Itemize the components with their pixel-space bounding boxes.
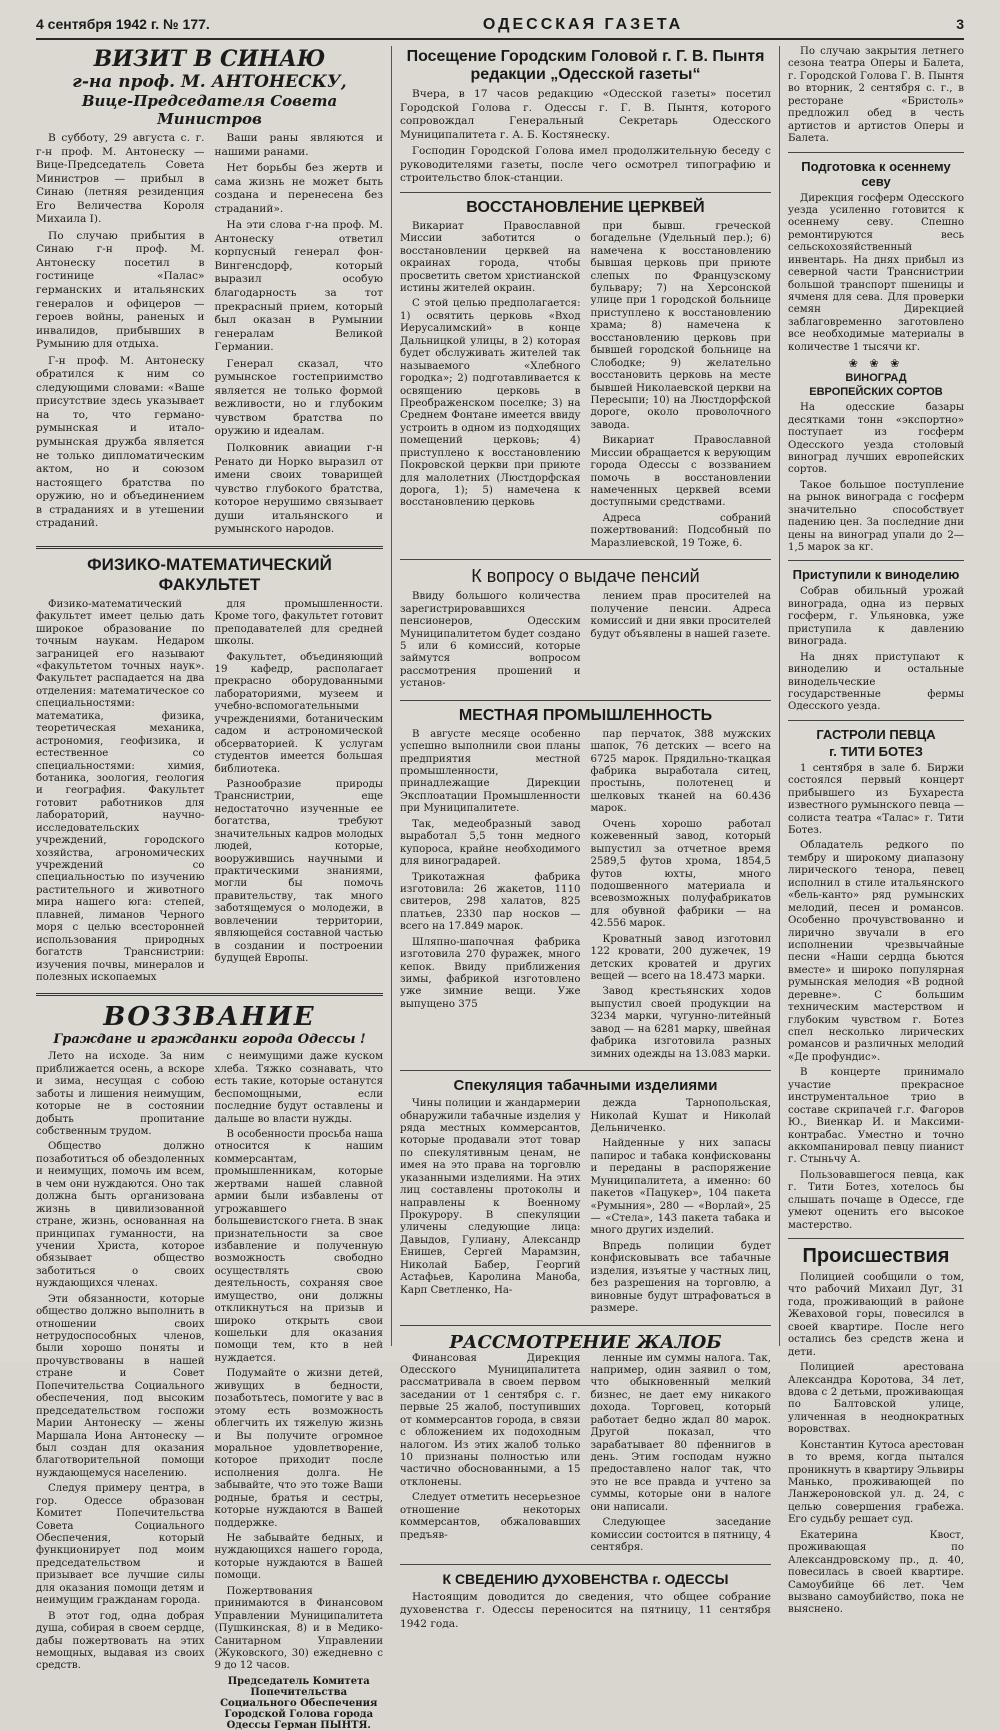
singer-text [788,763,964,1232]
paragraph: Обладатель редкого по тембру и широкому диапазону лирического тенора, певец исполнил в стиле итальянского «бель-канто» ряд румынских мелодий, песен и романсов. Особенно прочувствованно и лирично звучали в его исполнении чрезвычайные песни «Наши сердца бьются вместе» и широко популярная румынская мелодия «В родной деревне». С большим техническим мастерством и глубоким чувством г. Ботез спел несколько лирических романсов и различных мелодий «Де профундис». [788,840,964,1063]
paragraph: В особенности просьба наша относится к нашим коммерсантам, промышленникам, которые жертвами нашей славной армии были избавлены от угрожавшего большевистского гнета. В знак признательности за свое избавление и полученную возможность свободно осуществлять свою деятельность, сохраняя свое имущество, они должны откликнуться на призыв и широко открыть свои кошельки для оказания помощи тем, кто в ней нуждается. [214,1129,383,1364]
divider [788,152,964,153]
grapes-title-1: ВИНОГРАД [845,372,907,385]
paragraph: На эти слова г-на проф. М. Антонеску ответил корпусный генерал фон-Вингенсдорф, который выразил особую благодарность за тот прекрасный прием, который был оказан в Румынии генералам Великой Германии. [214,219,383,354]
paragraph: Трикотажная фабрика изготовила: 26 жакетов, 1110 свитеров, 298 халатов, 825 платьев, 2330 пар носков — всего на 17.849 марок. [400,871,581,933]
grapes-text-1: На одесские базары десятками тонн «экспортно» поступает из госферм Одесского уезда столовый виноград лучших европейских сортов. [788,402,964,476]
paper-name: ОДЕССКАЯ ГАЗЕТА [482,16,684,33]
paragraph: Ваши раны являются и нашими ранами. [214,132,383,158]
winemaking-text-2: На днях приступают к виноделию и остальные винодельческие государственные фермы Одесского уезда. [788,651,964,713]
paragraph: Завод крестьянских ходов выпустил своей продукции на 3234 марки, чугунно-литейный завод — на 6281 марку, швейная фабрика изготовила разных зимних одежды на 13.083 марки. [590,986,771,1060]
industry-title: МЕСТНАЯ ПРОМЫШЛЕННОСТЬ [458,706,713,724]
paragraph: при бывш. греческой богадельне (Удельный пер.); 6) намечена к восстановлению бывшая церковь при приюте слепых по Французскому бульвару; 7) на Херсонской улице при 1 городской больнице приступлено к восстановлению храма; 8) намечена к восстановлению церковь при бывшей городской больнице на Слободке; 9) желательно восстановить церковь на месте бывшей Николаевской церкви на Пересыпи; 10) на Люстдорфской дороге, около проволочного завода. [590,220,771,431]
divider [788,560,964,561]
winemaking-title: Приступили к виноделию [792,567,960,583]
complaints-left-text [400,1353,581,1558]
tobacco-right-text [591,1098,772,1318]
divider [36,546,383,549]
appeal-signature-1: Председатель Комитета Попечительства Социального Обеспечения [220,1675,378,1709]
visit-title-2: г-на проф. М. АНТОНЕСКУ, [72,72,347,92]
paragraph: Следующее заседание комиссии состоится в пятницу, 4 сентября. [590,1517,771,1554]
paragraph: Впредь полиции будет конфисковывать все табачные изделия, изъятые у частных лиц, без разрешения на торговлю, а виновные будут штрафоваться в размере. [590,1240,771,1315]
editorial-visit-text [400,88,771,186]
paragraph: Адреса собраний пожертвований: Подсобный по Маразлиевской, 19 Тоже, 6. [590,512,771,549]
paragraph: Следуя примеру центра, в гор. Одессе образован Комитет Попечительства Совета Социального Обеспечения, который функционирует под моим председательством и призывает все лучшие силы для оказания помощи детям и неимущим гражданам города. [36,1483,205,1607]
incidents-title: Происшествия [802,1245,950,1267]
paragraph: В августе месяце особенно успешно выполнили свои планы предприятия местной промышленности, принадлежащие Дирекции Эксплоатации Промышленности при Муниципалитете. [400,728,581,815]
sowing-title: Подготовка к осеннему севу [801,158,951,189]
faculty-article [36,555,383,988]
paragraph: Генерал сказал, что румынское гостеприимство является не только формой вежливости, но и глубоким чувством братства по оружию и идеалам. [214,357,383,438]
paragraph: Так, медеобразный завод выработал 5,5 тонн медного купороса, крайне необходимого для виноградарей. [400,818,581,868]
incidents-text [788,1272,964,1617]
complaints-article [400,1332,771,1558]
editorial-visit-article [400,48,771,186]
masthead [36,16,964,40]
divider [36,993,383,996]
divider [788,720,964,721]
paragraph: Лето на исходе. За ним приближается осень, а вскоре и зима, несущая с собою заботы и лишения неимущим, которые не в состоянии добыть пропитание собственным трудом. [36,1051,205,1138]
paragraph: В этот год, одна добрая душа, собирая в своем сердце, дабы пожертвовать на этих немощных, выдавая из своих средств. [36,1610,205,1672]
divider [400,700,771,701]
complaints-right-text [591,1353,772,1558]
divider [788,1238,964,1239]
paragraph: Нет борьбы без жертв и сама жизнь не может быть создана и перенесена без страданий». [214,162,383,215]
visit-title-1: ВИЗИТ В СИНАЮ [93,46,326,72]
tobacco-title: Спекуляция табачными изделиями [453,1077,718,1095]
pensions-left-text: Ввиду большого количества зарегистрировавшихся пенсионеров, Одесским Муниципалитетом будет создано 5 или 6 комиссий, которые займутся вопросом рассмотрения прошений и установ- [400,591,581,690]
paragraph: Пожертвования принимаются в Финансовом Управлении Муниципалитета (Пушкинская, 8) и в Медико-Санитарном Управлении (Жуковского, 30) ежедневно с 9 до 12 часов. [214,1585,383,1672]
churches-article [400,199,771,553]
paragraph: Шляпно-шапочная фабрика изготовила 270 фуражек, много кепок. Ввиду приближения зимы, фабрикой изготовлено уже зимние вещи. Уже выпущено 375 [400,936,581,1010]
pensions-article [400,566,771,694]
faculty-right-text [215,599,384,988]
winemaking-text-1: Собрав обильный урожай винограда, одна из первых госферм, г. Ульяновка, уже приступила к давлению винограда. [788,586,964,648]
clergy-text: Настоящим доводится до сведения, что общее собрание духовенства г. Одессы переносится на пятницу, 11 сентября 1942 года. [400,1590,771,1630]
paragraph: По случаю прибытия в Синаю г-н проф. М. Антонеску посетил в гостинице «Палас» германских и итальянских генералов и офицеров — героев войны, раненых и инвалидов, прибывших в Румынию для отдыха. [36,229,205,351]
grapes-title-2: ЕВРОПЕЙСКИХ СОРТОВ [809,386,943,399]
appeal-subtitle: Граждане и гражданки города Одессы ! [53,1032,366,1048]
appeal-title: ВОЗЗВАНИЕ [103,1002,316,1033]
faculty-left-text [36,599,205,988]
paragraph: Викариат Православной Миссии обращается к верующим города Одессы с воззванием помочь в восстановлении намеченных церквей всеми доступными средствами. [590,435,771,509]
pensions-title: К вопросу о выдаче пенсий [471,566,700,587]
paragraph: с неимущими даже куском хлеба. Тяжко сознавать, что есть такие, которые останутся беспомощными, если последние будут оставлены и дальше во власти нужды. [214,1051,383,1125]
visit-right-text [215,132,384,540]
visit-left-text [36,132,205,540]
divider [400,1070,771,1071]
divider [400,192,771,193]
paragraph: Разнообразие природы Транснистрии, еще недостаточно изученные ее богатства, требуют значительных кадров молодых людей, которые, вооружившись научными и практическими знаниями, могли бы помочь правительству, так много заботящемуся о молодежи, в вовлечении территории, являющейся составной частью в создании и построении будущей Европы. [214,778,383,965]
paragraph: С этой целью предполагается: 1) освятить церковь «Вход Иерусалимский» в конце Дальницкой улицы, в 2) которая будет обслуживать жителей так называемого «Хлебного городка»; 2) подготавливается к освящению церковь в Преображенском поселке; 3) на Среднем Фонтане имеется ввиду устроить в одном из подходящих помещений церковь; 4) приступлено к восстановлению Покровской церкви при приюте для малолетних (Люстдорфская дорога, 1); 5) намечена к восстановлению церковь [400,298,581,509]
paragraph: Викариат Православной Миссии заботится о восстановлении церквей на окраинах города, чтобы просветить светом христианской истины жителей окраин. [400,220,581,295]
paragraph: Очень хорошо работал кожевенный завод, который выпустил за отчетное время 2589,5 футов хрома, 1854,5 футов юхты, много подошвенного материала и всевозможных полуфабрикатов для обувной фабрики — на 42.556 марок. [590,818,771,930]
right-column [780,46,964,1616]
sowing-text: Дирекция госферм Одесского уезда усиленно готовится к осеннему севу. Спешно ремонтируются весь сельскохозяйственный инвентарь. На днях прибыл из северной части Транснистрии большой транспорт пшеницы и ячменя для сева. Для проверки семян Дирекцией заблаговременно заготовлено все необходимые материалы в количестве 1 тысячи кг. [788,192,964,353]
divider [400,1564,771,1565]
paragraph: В концерте принимало участие прекрасное инструментальное трио в составе скрипачей г.г. Фагоров Ю., Виенкар И. и Максими-контрабас. Уместно и точно аккомпанировал певцу пианист г. Стыньчу А. [788,1067,964,1166]
churches-title: ВОССТАНОВЛЕНИЕ ЦЕРКВЕЙ [466,198,705,216]
paragraph: Господин Городской Голова имел продолжительную беседу с руководителями газеты, после чего осмотрел типографию и строительство блок-станции. [400,145,771,185]
visit-article [36,46,383,540]
divider [400,559,771,560]
paragraph: Полковник авиации г-н Ренато ди Норко выразил от имени своих товарищей чувство глубокого братства, которое нерушимо связывает души итальянского и румынского народов. [214,442,383,536]
paragraph: для промышленности. Кроме того, факультет готовит преподавателей для средней школы. [214,598,383,648]
issue-date: 4 сентября 1942 г. № 177. [36,16,210,32]
middle-column [392,46,780,1630]
paragraph: Подумайте о жизни детей, живущих в бедности, позаботьтесь, помогите у вас в этому есть возможность облегчить их тяжелую жизнь и Вы получите огромное моральное удовлетворение, которое приходит после исполнения долга. Не забывайте, что это тоже Ваши родные, братья и сестры, которые нуждаются в Вашей поддержке. [214,1368,383,1529]
appeal-article [36,1002,383,1730]
paragraph: Общество должно позаботиться об обездоленных и неимущих, помочь им всем, в чем они нуждаются. Оно так должна быть организована жизнь в цивилизованной стране, жизнь, основанная на принципах гуманности, на учении Христа, которое обязывает общество заботиться о своих нуждающихся членах. [36,1141,205,1290]
paragraph: Финансовая Дирекция Одесского Муниципалитета рассматривала в своем первом заседании от 1 сентября с. г. первые 25 жалоб, поступивших от коммерсантов города, в связи с обложением их подоходным налогом. Из этих жалоб только 10 признаны полностью или частично обоснованными, а 15 отклонены. [400,1352,581,1488]
paragraph: Физико-математический факультет имеет целью дать широкое образование по точным наукам. Недаром заграницей его называют «факультетом точных наук». Факультет распадается на два отделения: математическое со специальностями: математика, физика, теоретическая механика, астрономия, геофизика, и естественное со специальностями: химия, ботаника, зоология, геология и география. Факультет готовит работников для лабораторий, научно-исследовательских учреждений, городского хозяйства, агрономических учреждений со специальностью по изучению растительного и животного мира нашего юга: степей, плавней, лиманов Черного моря с целью всесторонней использования природных богатств Транснистрии: изучения почвы, минералов и полезных ископаемых [36,598,205,983]
complaints-title: РАССМОТРЕНИЕ ЖАЛОБ [449,1331,722,1353]
paragraph: Екатерина Квост, проживающая по Александровскому пр., д. 40, повесилась в своей квартире. Самоубийце 66 лет. Чем вызвано самоубийство, пока не выяснено. [788,1529,964,1616]
churches-right-text [591,221,772,553]
page-number: 3 [956,16,964,32]
singer-title-1: ГАСТРОЛИ ПЕВЦА [816,726,936,742]
churches-left-text [400,221,581,553]
clergy-article [400,1571,771,1632]
ornament: ❀ ❀ ❀ [848,357,904,371]
industry-article [400,707,771,1064]
clergy-title: К СВЕДЕНИЮ ДУХОВЕНСТВА г. ОДЕССЫ [442,1570,729,1587]
tobacco-article [400,1077,771,1318]
paragraph: пар перчаток, 388 мужских шапок, 76 детских — всего на 6725 марок. Прядильно-ткацкая фабрика выработала ситец, простынь, полотенец и шелковых тканей на 60.436 марок. [590,728,771,815]
paragraph: Эти обязанности, которые общество должно выполнить в отношении своих нетрудоспособных членов, были хорошо поняты и прочувствованы в нашей стране и Совет Попечительства Социального обеспечения, под высоким председательством госпожи Марии Антонеску — жены Маршала Иона Антонеску — был создан для оказания благотворительной помощи нуждающемуся населению. [36,1293,205,1479]
appeal-signature-2: Городской Голова города Одессы Герман ПЫНТЯ. [224,1708,374,1731]
paragraph: Следует отметить несерьезное отношение некоторых коммерсантов, обжаловавших предъяв- [400,1492,581,1541]
visit-title-3: Вице-Председателя Совета Министров [81,92,338,128]
appeal-right-text [215,1051,384,1672]
paragraph: Пользовавшегося певца, как г. Тити Ботез, хотелось бы слышать почаще в Одессе, где умеют оценить его высокое мастерство. [788,1169,964,1231]
opera-text: По случаю закрытия летнего сезона театра Оперы и Балета, г. Городской Голова Г. В. Пынтя во вторник, 2 сентября с. г., в ресторане «Бристоль» предложил обед в честь артистов и артистов Оперы и Балета. [788,46,964,145]
paragraph: Полицией сообщили о том, что рабочий Михаил Дуг, 31 года, проживающий в районе Жеваховой горы, повесился в своей квартире. После него остались без средств жена и дети. [788,1272,964,1358]
paragraph: дежда Тарнопольская, Николай Кушат и Николай Дельниченко. [590,1098,771,1134]
editorial-visit-title: Посещение Городским Головой г. Г. В. Пынтя редакции „Одесской газеты“ [406,48,765,83]
paragraph: Найденные у них запасы папирос и табака конфискованы и переданы в распоряжение Муниципалитета, а именно: 60 пакетов «Пацукер», 104 пакета «Румыния», 280 — «Ворлай», 25 — «Стела», 143 пакета табака и много других изделий. [590,1138,771,1237]
appeal-left-text [36,1051,205,1730]
paragraph: Полицией арестована Александра Коротова, 34 лет, вдова с 2 детьми, проживающая по Балтовской улице, уличенная в неоднократных воровствах. [788,1362,964,1436]
paragraph: Не забывайте бедных, и нуждающихся нашего города, которые нуждаются в Вашей помощи. [214,1533,383,1582]
paragraph: В субботу, 29 августа с. г. г-н проф. М. Антонеску — Вице-Председатель Совета Министров — прибыл в Синаю (летняя резиденция Его Величества Короля Михаила I). [36,132,205,226]
divider [400,1325,771,1326]
pensions-right-text: лением прав просителей на получение пенсии. Адреса комиссий и дни явки просителей будут объявлены в нашей газете. [590,591,771,640]
paragraph: Константин Кутоса арестован в то время, когда пытался проникнуть в квартиру Эльвиры Манько, проживающей по Ланжероновской ул. д. 24, с целью совершения грабежа. Его судьбу решает суд. [788,1439,964,1526]
industry-right-text [591,729,772,1064]
paragraph: Чины полиции и жандармерии обнаружили табачные изделия у ряда местных коммерсантов, которые продавали этот товар по спекулятивным ценам, не имея на это права на торговлю указанными изделиями. На этих лиц составлены протоколы и направлены к Военному Прокурору. В спекуляции уличены следующие лица: Давыдов, Гулиану, Александр Енишев, Сергей Марамзин, Николай Бабер, Георгий Астафьев, Каролина Маноба, Карп Светленко, На- [400,1098,581,1296]
faculty-title: ФИЗИКО-МАТЕМАТИЧЕСКИЙ ФАКУЛЬТЕТ [87,554,332,594]
tobacco-left-text [400,1098,581,1318]
paragraph: Кроватный завод изготовил 122 кровати, 200 дужечек, 19 детских кроватей и других вещей — всего на 18.473 марки. [590,933,771,983]
paragraph: ленные им суммы налога. Так, например, один заявил о том, что обыкновенный мелкий бизнес, не дает ему никакого дохода. Торговец, который работает бедно ждал 80 марок. Другой показал, что зарабатывает 80 пфеннигов в день. Этим господам нужно предоставлено налог так, что это не все правда и учтено за суммы, которые они в налоге они написали. [590,1352,771,1513]
grapes-text-2: Такое большое поступление на рынок винограда с госферм значительно способствует падению цен. За последние дни цены на виноград упали до 2—1,5 марок за кг. [788,479,964,553]
industry-left-text [400,729,581,1064]
paragraph: 1 сентября в зале б. Биржи состоялся первый концерт прибывшего из Бухареста известного румынского певца — солиста театра «Талас» г. Тити Ботез. [788,762,964,836]
paragraph: Вчера, в 17 часов редакцию «Одесской газеты» посетил Городской Голова г. Одессы г. Г. В. Пынтя, которого сопровождал Генеральный Секретарь Одесского Муниципалитета г. А. Б. Костянеску. [400,88,771,141]
singer-title-2: г. ТИТИ БОТЕЗ [829,743,923,759]
left-column [36,46,392,1731]
paragraph: Факультет, объединяющий 19 кафедр, располагает прекрасно оборудованными лабораториями, музеем и учебно-вспомогательными учреждениями, ботаническим садом и астрономической обсерваторией. К услугам студентов имеется большая библиотека. [214,651,383,775]
paragraph: Г-н проф. М. Антонеску обратился к ним со следующими словами: «Ваше присутствие здесь указывает на то, что германо-румынская и итало-румынская дружба является не только дипломатическим актом, но и союзом настоящего братства по оружию, но и объединением в страданиях и в утешении страданий. [36,354,205,530]
